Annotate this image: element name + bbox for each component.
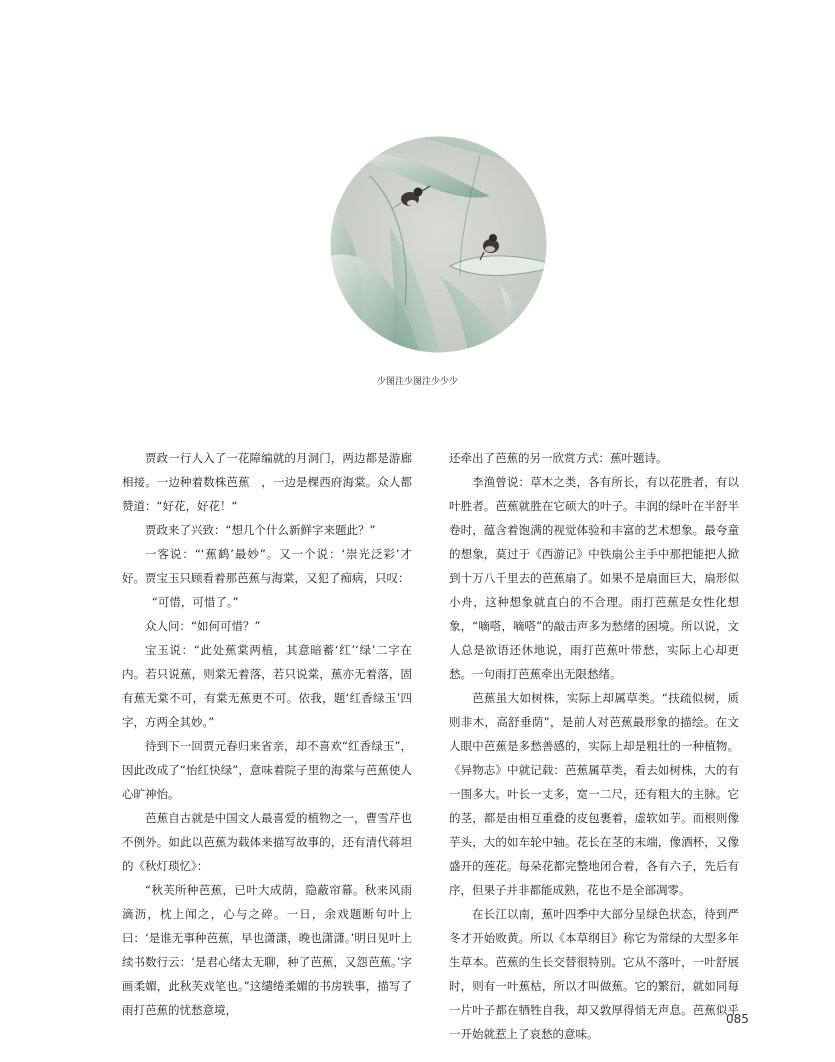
paragraph: 李渔曾说：草木之类，各有所长，有以花胜者，有以叶胜者。芭蕉就胜在它硕大的叶子。丰润的绿叶在半舒半卷时，蕴含着饱满的视觉体验和丰富的艺术想象。最夸童的想象，莫过于《西游记》中铁扇公主手中那把能把人掀到十万八千里去的芭蕉扇了。如果不是扇面巨大，扇形似小舟，这种想象就直白的不合理。雨打芭蕉是女性化想象，“嘀嗒，嘀嗒”的敲击声多为愁绪的困境。所以说，文人总是欲语还休地说，雨打芭蕉叶带愁，实际上心却更愁。一句雨打芭蕉牵出无限愁绪。 bbox=[449, 475, 739, 681]
paragraph: 贾政来了兴致：“想几个什么新鲜字来题此？” bbox=[145, 523, 376, 537]
paragraph: “秋芙所种芭蕉，已叶大成荫，隐蔽帘幕。秋来风雨滴沥，枕上闻之，心与之碎。一日，余戏题断句叶上曰：‘是谁无事种芭蕉，早也潇潇，晚也潇潇。’明日见叶上续书数行云：‘是君心绪太无聊，种了芭蕉，又怨芭蕉。’字画柔媚，此秋芙戏笔也。”这缱绻柔媚的书房轶事，描写了雨打芭蕉的忧愁意境， bbox=[122, 883, 412, 1017]
circular-painting bbox=[330, 136, 547, 353]
paragraph: 众人问：“如何可惜？” bbox=[145, 619, 261, 633]
paragraph: 宝玉说：“此处蕉棠两植，其意暗蓄‘红’‘绿’二字在内。若只说蕉，则棠无着落，若只说棠，蕉亦无着落，固有蕉无棠不可，有棠无蕉更不可。依我，题‘红香绿玉’四字，方两全其妙。” bbox=[122, 643, 412, 729]
paragraph: 贾政一行人入了一花障编就的月洞门，两边都是游廊相接。一边种着数株芭蕉 ，一边是棵西府海棠。众人都赞道：“好花，好花！“ bbox=[122, 451, 412, 513]
paragraph: 一客说：“‘蕉鹤’最妙”。又一个说：‘崇光泛彩’才好。贾宝玉只顾看着那芭蕉与海棠，又犯了痴病，只叹： bbox=[122, 547, 412, 585]
paragraph: 在长江以南，蕉叶四季中大部分呈绿色状态，待到严冬才开始败黄。所以《本草纲目》称它为常绿的大型多年生草本。芭蕉的生长交替很特别。它从不落叶，一叶舒展时，则有一叶蕉枯，所以才叫做蕉。它的繁衍，就如同每一片叶子都在牺牲自我，却又敦厚得悄无声息。芭蕉似乎一开始就惹上了哀愁的意味。 bbox=[449, 907, 739, 1041]
paragraph: 还牵出了芭蕉的另一欣赏方式：蕉叶题诗。 bbox=[449, 451, 668, 465]
paragraph: 芭蕉虽大如树株，实际上却属草类。“扶疏似树，质则非木，高舒垂荫”，是前人对芭蕉最形象的描绘。在文人眼中芭蕉是多愁善感的，实际上却是粗壮的一种植物。《异物志》中就记载：芭蕉属草类，看去如树株，大的有一围多大。叶长一丈多，宽一二尺，还有粗大的主脉。它的茎，都是由相互重叠的皮包裹着，虚软如芋。而根则像芋头，大的如车轮中轴。花长在茎的末端，像酒杯，又像盛开的莲花。每朵花都完整地闭合着，各有六子，先后有序，但果子并非都能成熟，花也不是全部凋零。 bbox=[449, 691, 739, 897]
left-text-column bbox=[122, 446, 412, 1022]
paragraph: 芭蕉自古就是中国文人最喜爱的植物之一，曹雪芹也不例外。如此以芭蕉为载体来描写故事的，还有清代蒋坦的《秋灯琐忆》： bbox=[122, 811, 412, 873]
figure-caption: 少图注少图注少少少 bbox=[376, 377, 458, 387]
paragraph: 待到下一回贾元春归来省亲，却不喜欢“红香绿玉”，因此改成了“怡红快绿”，意味着院子里的海棠与芭蕉使人心旷神怡。 bbox=[122, 739, 412, 801]
right-text-column bbox=[449, 446, 739, 1046]
page-number: 085 bbox=[726, 1012, 749, 1026]
paragraph: “可惜，可惜了。” bbox=[151, 595, 239, 609]
banana-leaf-birds-painting bbox=[330, 136, 547, 353]
